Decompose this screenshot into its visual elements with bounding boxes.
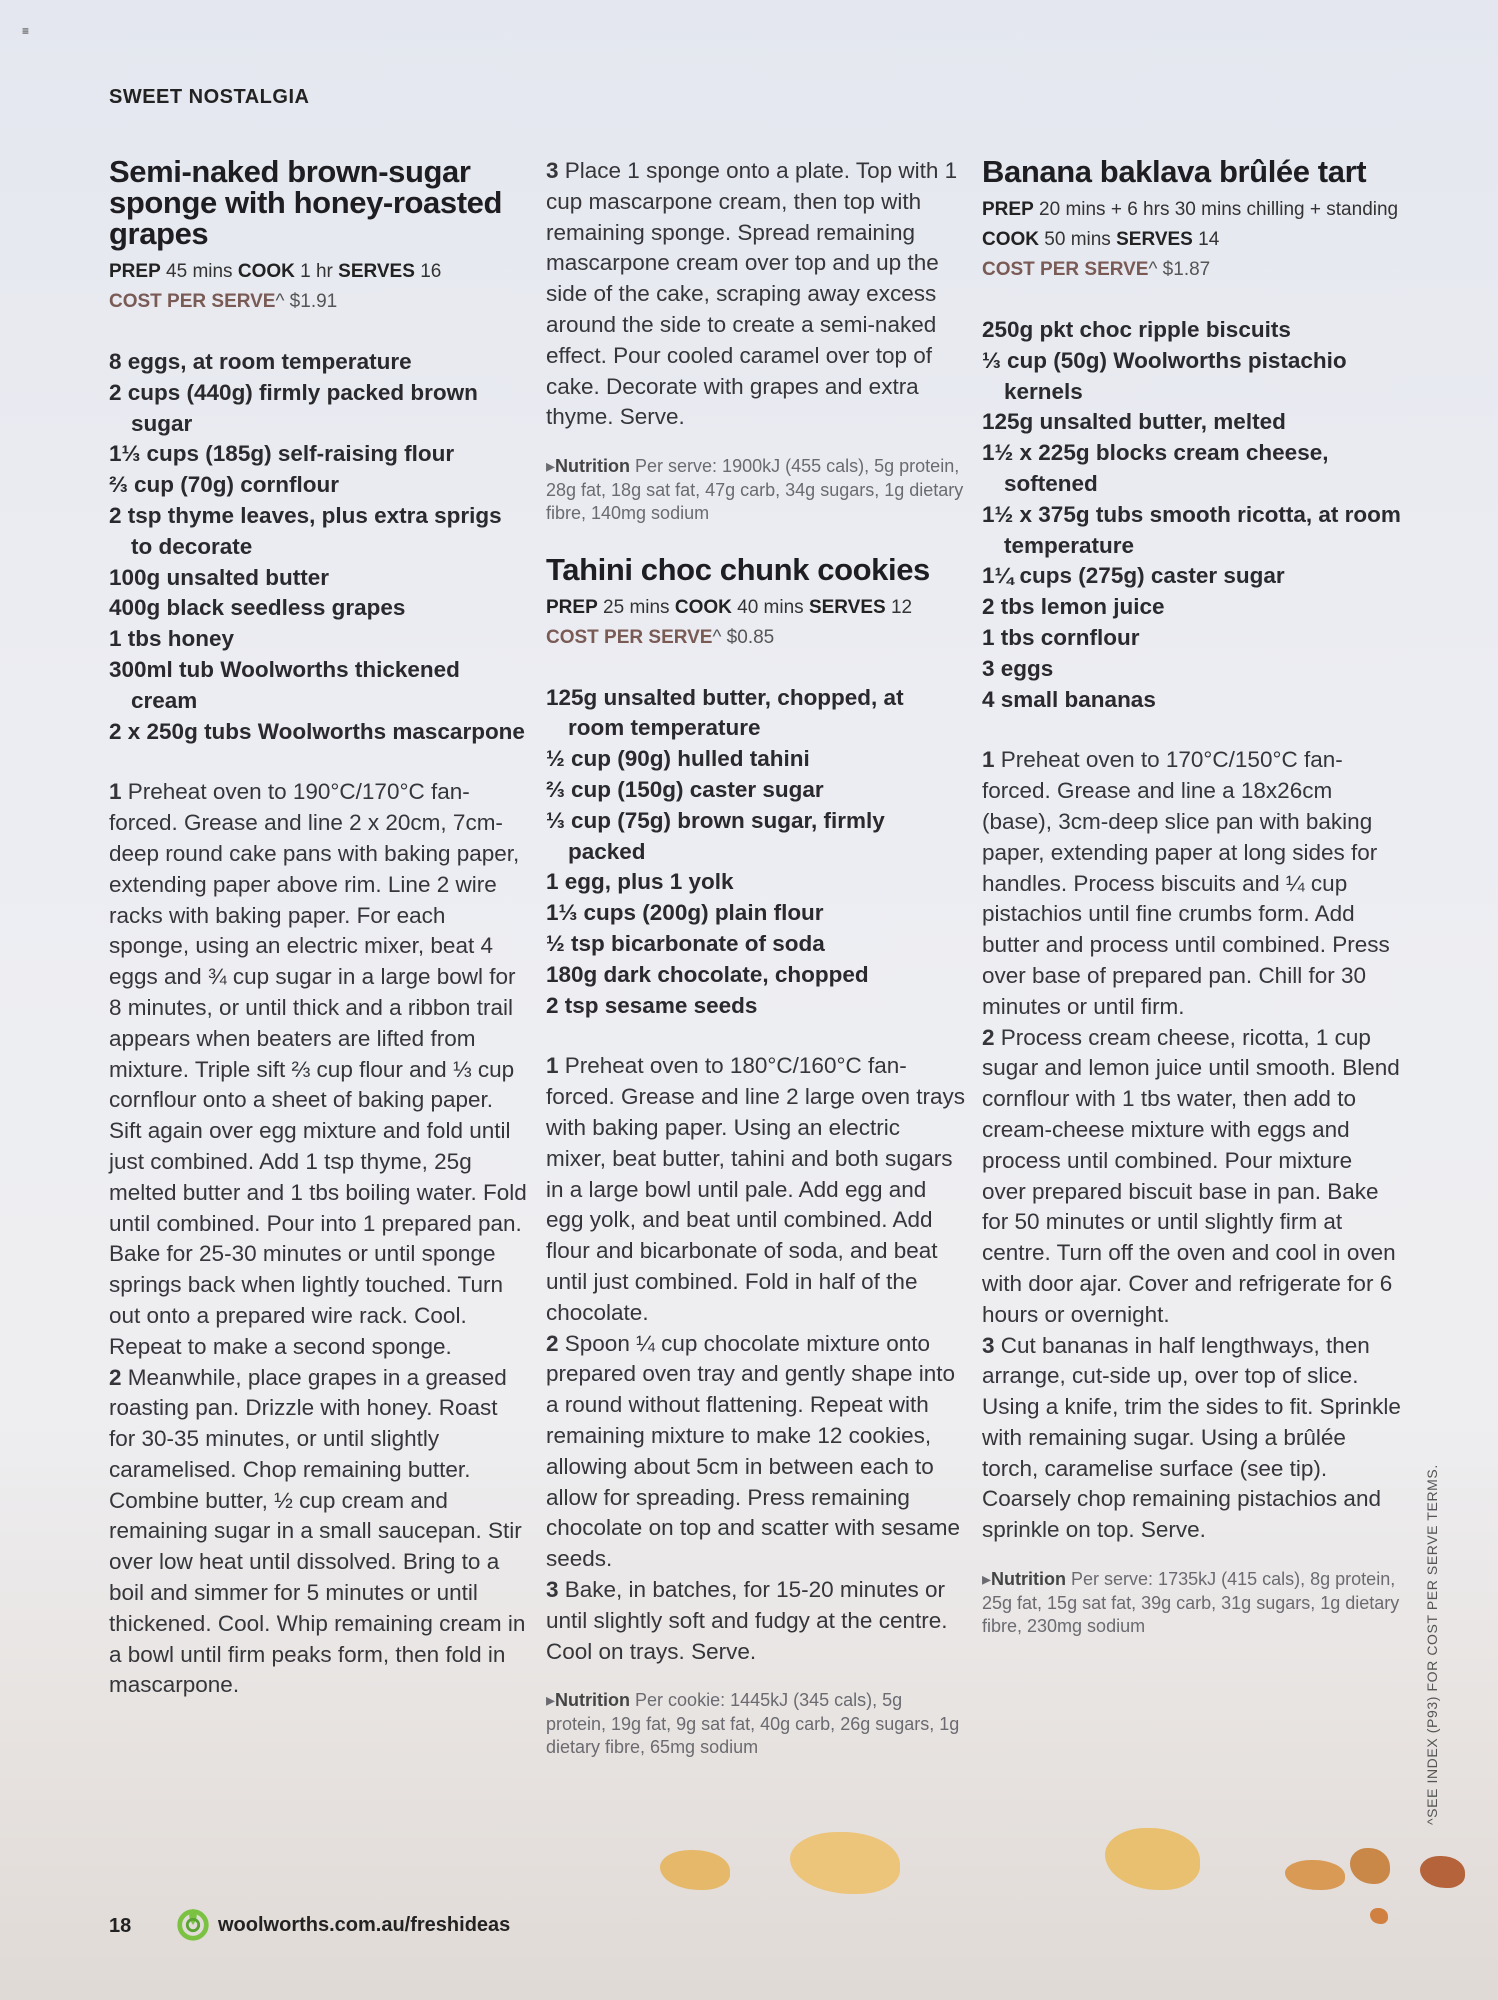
- ingredient: 1 tbs honey: [109, 626, 235, 652]
- method-step: [982, 745, 1402, 1022]
- ingredient: 1 egg, plus 1 yolk: [546, 869, 734, 895]
- column-3: [982, 156, 1402, 1639]
- step-text: Place 1 sponge onto a plate. Top with 1 cup mascarpone cream, then top with remaining sponge. Spread remaining mascarpone cream over top and up the side of the cake, scraping away excess around the side to create a semi-naked effect. Pour cooled caramel over top of cake. Decorate with grapes and extra thyme. Serve.: [546, 158, 958, 430]
- ingredient: 250g pkt choc ripple biscuits: [982, 317, 1291, 342]
- step-number: 3: [546, 158, 559, 183]
- ingredient: ⅔ cup (70g) cornflour: [109, 472, 340, 498]
- recipe1-ingredients: [109, 347, 529, 747]
- footer: [0, 1905, 1498, 1965]
- recipe3-method: [982, 745, 1402, 1546]
- step-text: Process cream cheese, ricotta, 1 cup sugar and lemon juice until smooth. Blend cornflour with 1 tbs water, then add to cream-cheese mixture with eggs and process until combined. Pour mixture over prepared biscuit base in pan. Bake for 50 minutes or until slightly firm at centre. Turn off the oven and cool in oven with door ajar. Cover and refrigerate for 6 hours or overnight.: [982, 1024, 1400, 1327]
- recipe2-nutrition: [546, 1689, 966, 1760]
- serves-label: SERVES: [808, 596, 886, 618]
- recipe1-method: [109, 777, 529, 1701]
- nutrition-label: Nutrition: [991, 1569, 1067, 1590]
- method-step: [109, 777, 529, 1362]
- step-number: 2: [982, 1024, 995, 1050]
- ingredient: 4 small bananas: [982, 686, 1156, 712]
- crumb: [790, 1832, 900, 1894]
- prep-time: 45 mins: [166, 261, 233, 282]
- cost-value: ^ $0.85: [712, 626, 775, 648]
- crumb: [1285, 1860, 1345, 1890]
- ingredient: 300ml tub Woolworths thickened cream: [109, 656, 460, 713]
- ingredient: ⅓ cup (75g) brown sugar, firmly packed: [546, 807, 885, 864]
- ingredient: 180g dark chocolate, chopped: [546, 961, 869, 987]
- step-number: 1: [982, 747, 995, 773]
- serves-count: 16: [420, 261, 442, 282]
- section-label: SWEET NOSTALGIA: [109, 86, 310, 108]
- ingredient: 1½ x 375g tubs smooth ricotta, at room temperature: [982, 501, 1401, 558]
- method-step: [546, 1329, 966, 1575]
- method-step: [982, 1023, 1402, 1331]
- ingredient: 400g black seedless grapes: [109, 595, 406, 621]
- ingredient: 125g unsalted butter, melted: [982, 409, 1286, 435]
- recipe1-nutrition: [546, 455, 966, 526]
- ingredient: 2 tsp thyme leaves, plus extra sprigs to decorate: [109, 502, 502, 559]
- method-step: [546, 1051, 966, 1328]
- recipe3-ingredients: [982, 315, 1402, 715]
- recipe1-meta: [109, 257, 529, 287]
- ingredient: 2 x 250g tubs Woolworths mascarpone: [109, 718, 525, 744]
- serves-count: 12: [890, 596, 913, 618]
- cost-label: COST PER SERVE: [982, 259, 1149, 280]
- serves-count: 14: [1198, 229, 1220, 250]
- step-text: Cut bananas in half lengthways, then arrange, cut-side up, over top of slice. Using a knife, trim the sides to fit. Sprinkle with remaining sugar. Using a brûlée torch, caramelise surface (see tip). Coarsely chop remaining pistachios and sprinkle on top. Serve.: [982, 1332, 1401, 1543]
- step-number: 3: [546, 1576, 559, 1602]
- prep-time: 25 mins: [603, 596, 670, 618]
- ingredient: 2 cups (440g) firmly packed brown sugar: [109, 379, 478, 436]
- cost-value: ^ $1.87: [1148, 259, 1211, 280]
- nutrition-text: Per cookie: 1445kJ (345 cals), 5g protein, 19g fat, 9g sat fat, 40g carb, 26g sugars, 1g dietary fibre, 65mg sodium: [546, 1690, 960, 1758]
- nutrition-label: Nutrition: [555, 1690, 631, 1711]
- prep-label: PREP: [982, 199, 1034, 220]
- cook-time: 40 mins: [737, 596, 804, 618]
- ingredient: 125g unsalted butter, chopped, at room temperature: [546, 684, 904, 741]
- footer-url-link[interactable]: woolworths.com.au/freshideas: [218, 1914, 511, 1936]
- recipe1-cost: [109, 287, 529, 317]
- nutrition-label: Nutrition: [555, 456, 631, 477]
- triangle-icon: ▸: [546, 1690, 556, 1711]
- step-number: 1: [109, 779, 122, 805]
- nutrition-text: Per serve: 1900kJ (455 cals), 5g protein, 28g fat, 18g sat fat, 47g carb, 34g sugars, 1g dietary fibre, 140mg sodium: [546, 456, 964, 524]
- serves-label: SERVES: [338, 261, 415, 282]
- triangle-icon: ▸: [982, 1569, 992, 1590]
- step-text: Meanwhile, place grapes in a greased roasting pan. Drizzle with honey. Roast for 30-35 minutes, or until slightly caramelised. Chop remaining butter. Combine butter, ½ cup cream and remaining sugar in a small saucepan. Stir over low heat until dissolved. Bring to a boil and simmer for 5 minutes or until thickened. Cool. Whip remaining cream in a bowl until firm peaks form, then fold in mascarpone.: [109, 1364, 526, 1698]
- method-step: [546, 156, 966, 433]
- ingredient: ½ tsp bicarbonate of soda: [546, 931, 825, 957]
- nutrition-text: Per serve: 1735kJ (415 cals), 8g protein, 25g fat, 15g sat fat, 39g carb, 31g sugars, 1g dietary fibre, 230mg sodium: [982, 1569, 1400, 1637]
- method-step: [982, 1331, 1402, 1547]
- crumb: [660, 1850, 730, 1890]
- crumb: [1420, 1856, 1465, 1888]
- cost-label: COST PER SERVE: [109, 291, 276, 312]
- column-1: [109, 156, 529, 1701]
- recipe2-ingredients: [546, 683, 966, 1022]
- cost-value: ^ $1.91: [275, 291, 338, 312]
- page-number: 18: [109, 1915, 132, 1937]
- cook-time: 1 hr: [300, 261, 333, 282]
- step-number: 2: [546, 1330, 559, 1356]
- menu-icon[interactable]: ≡: [22, 24, 30, 38]
- step-text: Spoon ¼ cup chocolate mixture onto prepared oven tray and gently shape into a round without flattening. Repeat with remaining mixture to make 12 cookies, allowing about 5cm in between each to allow for spreading. Press remaining chocolate on top and scatter with sesame seeds.: [546, 1330, 960, 1572]
- recipe2-meta: [546, 593, 966, 623]
- column-2: [546, 156, 966, 1760]
- ingredient: 100g unsalted butter: [109, 564, 330, 590]
- recipe2-cost: [546, 623, 966, 653]
- recipe2-method: [546, 1051, 966, 1667]
- cook-time: 50 mins: [1044, 229, 1111, 250]
- ingredient: ⅓ cup (50g) Woolworths pistachio kernels: [982, 347, 1347, 404]
- method-step: [546, 1575, 966, 1667]
- ingredient: 1½ x 225g blocks cream cheese, softened: [982, 440, 1329, 496]
- ingredient: 2 tbs lemon juice: [982, 594, 1165, 620]
- step-number: 2: [109, 1364, 122, 1390]
- cost-label: COST PER SERVE: [546, 626, 713, 648]
- ingredient: 8 eggs, at room temperature: [109, 349, 412, 374]
- step-text: Preheat oven to 190°C/170°C fan-forced. Grease and line 2 x 20cm, 7cm-deep round cake pans with baking paper, extending paper above rim. Line 2 wire racks with baking paper. For each sponge, using an electric mixer, beat 4 eggs and ¾ cup sugar in a large bowl for 8 minutes, or until thick and a ribbon trail appears when beaters are lifted from mixture. Triple sift ⅔ cup flour and ⅓ cup cornflour onto a sheet of baking paper. Sift again over egg mixture and fold until just combined. Add 1 tsp thyme, 25g melted butter and 1 tbs boiling water. Fold until combined. Pour into 1 prepared pan. Bake for 25-30 minutes or until sponge springs back when lightly touched. Turn out onto a prepared wire rack. Cool. Repeat to make a second sponge.: [109, 779, 527, 1359]
- ingredient: 3 eggs: [982, 655, 1054, 681]
- step-text: Preheat oven to 170°C/150°C fan-forced. Grease and line a 18x26cm (base), 3cm-deep slice pan with baking paper, extending paper at long sides for handles. Process biscuits and ¼ cup pistachios until fine crumbs form. Add butter and process until combined. Press over base of prepared pan. Chill for 30 minutes or until firm.: [982, 747, 1390, 1019]
- recipe2-title: Tahini choc chunk cookies: [546, 551, 930, 587]
- ingredient: 1⅓ cups (185g) self-raising flour: [109, 441, 455, 467]
- prep-time: 20 mins + 6 hrs 30 mins chilling + standing: [1039, 199, 1399, 220]
- crumb: [1350, 1848, 1390, 1884]
- triangle-icon: ▸: [546, 456, 556, 477]
- ingredient: 1⅓ cups (200g) plain flour: [546, 900, 824, 926]
- step-number: 1: [546, 1053, 559, 1079]
- prep-label: PREP: [109, 261, 161, 282]
- recipe1-title: Semi-naked brown-sugar sponge with honey-roasted grapes: [109, 154, 503, 251]
- recipe3-meta: [982, 195, 1402, 255]
- serves-label: SERVES: [1116, 229, 1193, 250]
- cook-label: COOK: [237, 261, 295, 282]
- method-step: [109, 1363, 529, 1702]
- recipe3-nutrition: [982, 1568, 1402, 1639]
- cook-label: COOK: [674, 596, 732, 618]
- crumb: [1105, 1828, 1200, 1890]
- step-text: Bake, in batches, for 15-20 minutes or until slightly soft and fudgy at the centre. Cool on trays. Serve.: [546, 1576, 948, 1664]
- prep-label: PREP: [546, 596, 598, 618]
- recipe3-title: Banana baklava brûlée tart: [982, 154, 1367, 189]
- step-text: Preheat oven to 180°C/160°C fan-forced. Grease and line 2 large oven trays with baking paper. Using an electric mixer, beat butter, tahini and both sugars in a large bowl until pale. Add egg and egg yolk, and beat until combined. Add flour and bicarbonate of soda, and beat until just combined. Fold in half of the chocolate.: [546, 1053, 965, 1325]
- ingredient: ⅔ cup (150g) caster sugar: [546, 777, 824, 803]
- ingredient: 1 tbs cornflour: [982, 624, 1140, 650]
- recipe3-cost: [982, 255, 1402, 285]
- step-number: 3: [982, 1332, 995, 1358]
- cook-label: COOK: [982, 229, 1039, 250]
- ingredient: ½ cup (90g) hulled tahini: [546, 746, 810, 772]
- woolworths-logo-icon: [174, 1905, 212, 1943]
- ingredient: 2 tsp sesame seeds: [546, 992, 758, 1018]
- cost-terms-note: ^SEE INDEX (P93) FOR COST PER SERVE TERMS.: [1424, 1464, 1440, 1825]
- ingredient: 1¼ cups (275g) caster sugar: [982, 563, 1285, 589]
